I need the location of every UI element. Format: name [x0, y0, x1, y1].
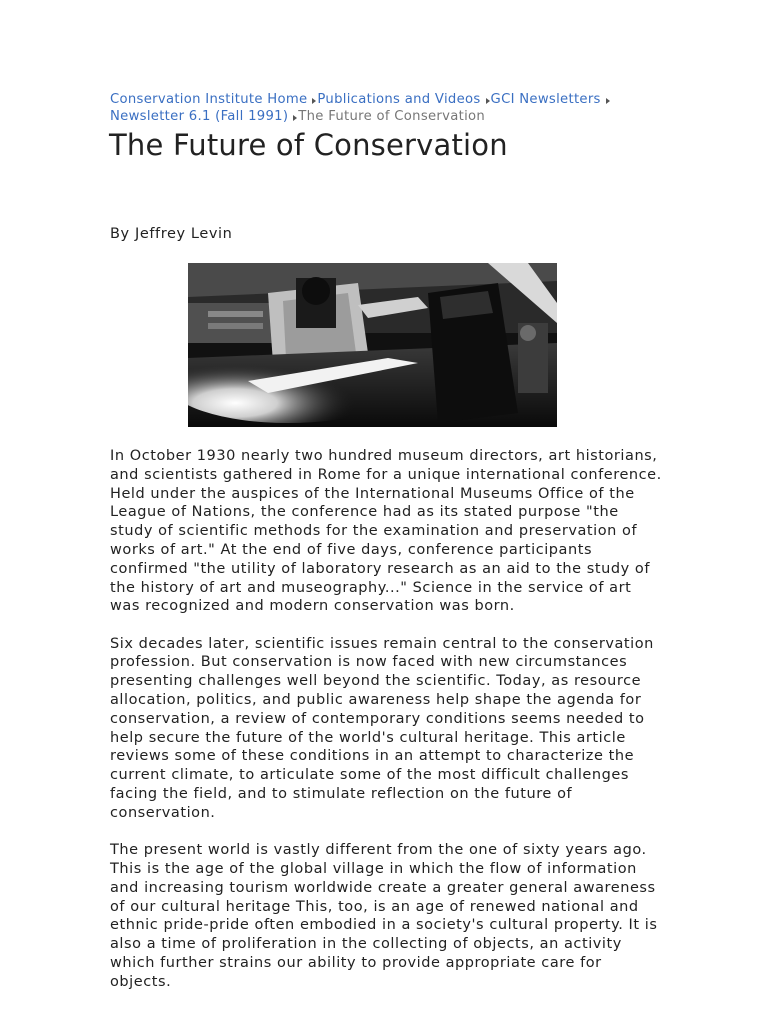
article-body [110, 447, 665, 1010]
article-paragraph: The present world is vastly different from the one of sixty years ago. This is the age of the global village in which the flow of information and increasing tourism worldwide create a greater general awareness of our cultural heritage This, too, is an age of renewed national and ethnic pride-pride often embodied in a society's cultural property. It is also a time of proliferation in the collecting of objects, an activity which further strains our ability to provide appropriate care for objects. [110, 842, 658, 990]
breadcrumb-current: The Future of Conservation [298, 109, 486, 124]
breadcrumb-separator-icon [606, 98, 610, 104]
breadcrumb-link-publications[interactable]: Publications and Videos [317, 92, 481, 107]
breadcrumb [110, 91, 670, 125]
breadcrumb-link-home[interactable]: Conservation Institute Home [110, 92, 308, 107]
breadcrumb-link-newsletters[interactable]: GCI Newsletters [490, 92, 601, 107]
article-byline: By Jeffrey Levin [110, 226, 233, 242]
article-paragraph: Six decades later, scientific issues remain central to the conservation profession. But conservation is now faced with new circumstances presenting challenges well beyond the scientific. Today, as resource allocation, politics, and public awareness help shape the agenda for conservation, a review of contemporary conditions seems needed to help secure the future of the world's cultural heritage. This article reviews some of these conditions in an attempt to characterize the current climate, to articulate some of the most difficult challenges facing the field, and to stimulate reflection on the future of conservation. [110, 635, 654, 821]
breadcrumb-separator-icon [293, 115, 297, 121]
page-title: The Future of Conservation [109, 128, 508, 162]
article-photo [188, 263, 557, 427]
breadcrumb-separator-icon [312, 98, 316, 104]
article-paragraph: In October 1930 nearly two hundred museum directors, art historians, and scientists gathered in Rome for a unique international conference. Held under the auspices of the International Museums Office of the League of Nations, the conference had as its stated purpose "the study of scientific methods for the examination and preservation of works of art." At the end of five days, conference participants confirmed "the utility of laboratory research as an aid to the study of the history of art and museography..." Science in the service of art was recognized and modern conservation was born. [110, 448, 662, 615]
breadcrumb-link-issue[interactable]: Newsletter 6.1 (Fall 1991) [110, 109, 289, 124]
breadcrumb-separator-icon [486, 98, 490, 104]
